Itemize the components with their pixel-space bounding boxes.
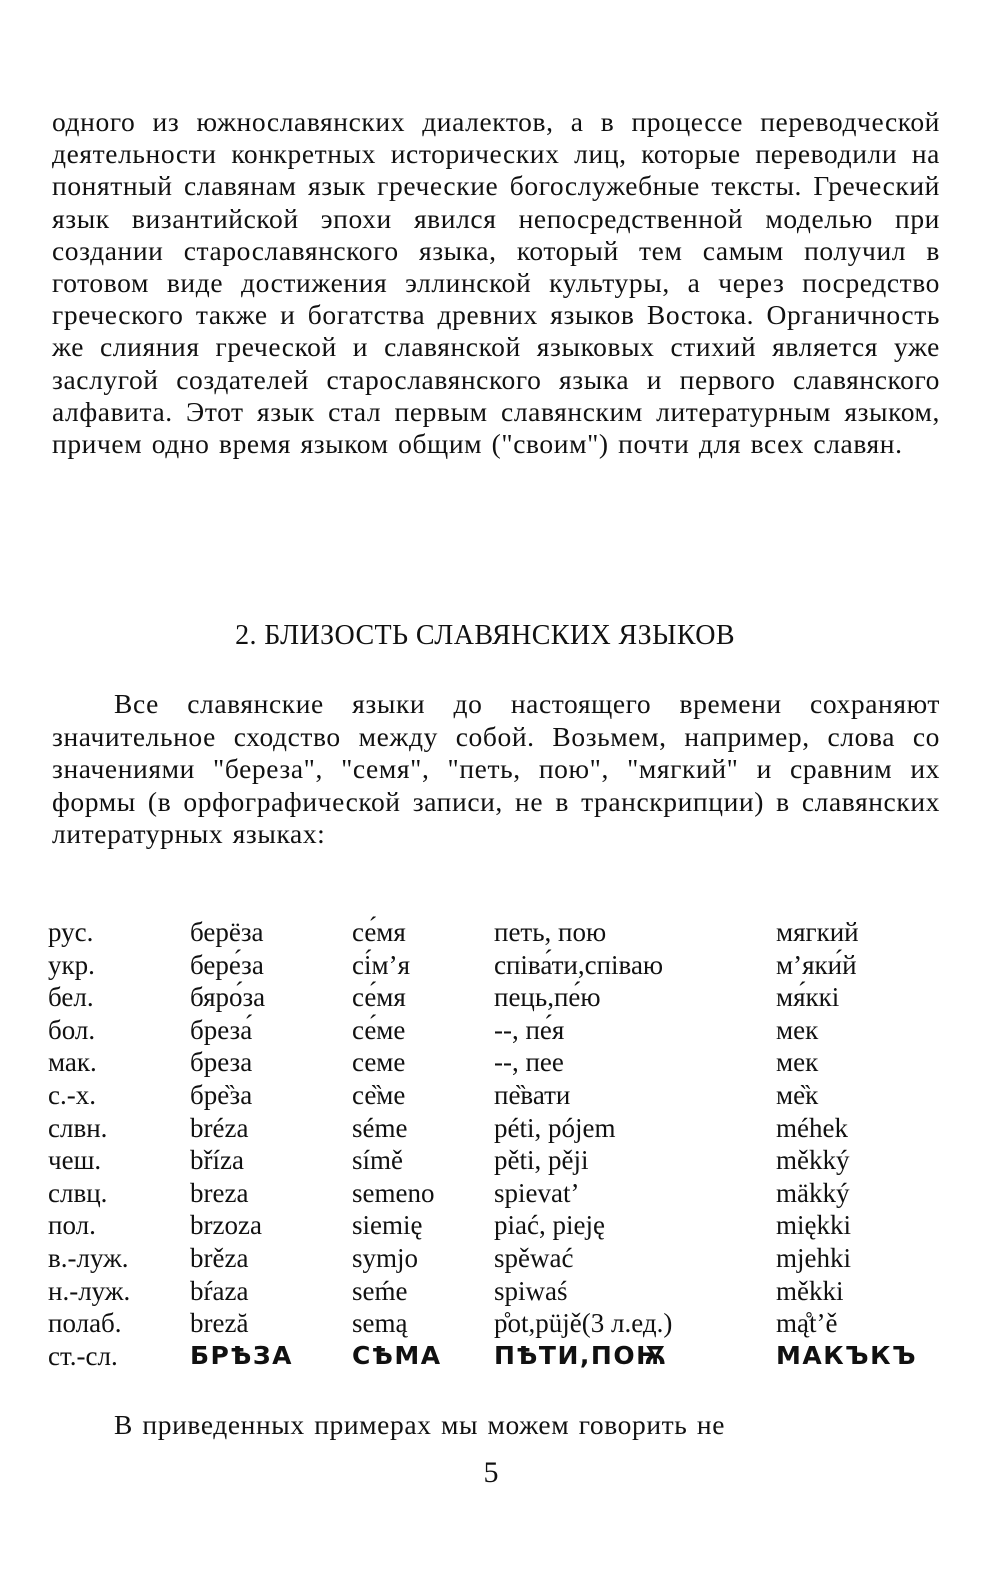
birch-word-cell: brzoza (190, 1210, 262, 1241)
language-cell: слвн. (48, 1112, 108, 1143)
birch-word-cell: бяро́за (190, 982, 266, 1013)
page-number-text: 5 (483, 1456, 499, 1489)
table-row (48, 1209, 956, 1242)
sing-word-cell: pěti, pěji (494, 1145, 589, 1176)
word-table-body (48, 916, 956, 1372)
paragraph-examples: В приведенных примерах мы можем говорить не (114, 1409, 726, 1440)
soft-word-cell: МАКЪКЪ (776, 1340, 918, 1370)
soft-word-cell: мя́ккі (776, 982, 840, 1013)
birch-word-cell: breza (190, 1177, 249, 1208)
soft-word-cell: ме̏к (776, 1079, 819, 1110)
soft-word-cell: měkki (776, 1275, 844, 1306)
sing-word-cell: співа́ти,співаю (494, 949, 664, 980)
seed-word-cell: siemię (352, 1210, 423, 1241)
sing-word-cell: --, пе́я (494, 1014, 565, 1045)
language-cell: ст.-сл. (48, 1340, 118, 1371)
sing-word-cell: ПѢТИ,ПОѬ (494, 1340, 669, 1370)
birch-word-cell: берёза (190, 917, 264, 947)
seed-word-cell: се̏ме (352, 1079, 406, 1110)
language-cell: рус. (48, 917, 94, 947)
language-cell: укр. (48, 949, 95, 980)
table-row (48, 1177, 956, 1210)
seed-word-cell: се́ме (352, 1014, 406, 1045)
birch-word-cell: бреза (190, 1047, 253, 1078)
section-heading-text: 2. БЛИЗОСТЬ СЛАВЯНСКИХ ЯЗЫКОВ (235, 620, 735, 651)
soft-word-cell: měkký (776, 1145, 850, 1176)
seed-word-cell: СѢМА (352, 1340, 442, 1370)
sing-word-cell: spěwać (494, 1242, 574, 1273)
seed-word-cell: semeno (352, 1177, 435, 1208)
sing-word-cell: пець,пе́ю (494, 982, 601, 1013)
birch-word-cell: brěza (190, 1242, 249, 1273)
language-cell: в.-луж. (48, 1242, 129, 1273)
language-cell: слвц. (48, 1177, 108, 1208)
table-row (48, 1242, 956, 1275)
sing-word-cell: spievat’ (494, 1177, 580, 1208)
section-heading (0, 620, 1000, 652)
birch-word-cell: breză (190, 1308, 249, 1339)
paragraph-slavic-similarity: Все славянские языки до настоящего времени сохраняют значительное сходство между собой. Возьмем, например, слова со значениями "береза", "семя", "петь, пою", "мягкий" и сравним их формы (в орфографической записи, не в транскрипции) в славянских литературных языках: (52, 688, 940, 850)
seed-word-cell: се́мя (352, 982, 406, 1013)
table-row (48, 1014, 956, 1047)
seed-word-cell: semą (352, 1308, 408, 1339)
soft-word-cell: mäkký (776, 1177, 850, 1208)
soft-word-cell: мек (776, 1047, 819, 1078)
paragraph-continuation: одного из южнославянских диалектов, а в процессе переводческой деятельности конкретных исторических лиц, которые переводили на понятный славянам язык греческие богослужебные тексты. Греческий язык византийской эпохи явился непосредственной моделью при создании старославянского языка, который тем самым получил в готовом виде достижения эллинской культуры, а через посредство греческого также и богатства древних языков Востока. Органичность же слияния греческой и славянской языковых стихий является уже заслугой создателей старославянского языка и первого славянского алфавита. Этот язык стал первым славянским литературным языком, причем одно время языком общим ("своим") почти для всех славян. (52, 106, 940, 460)
table-row (48, 1307, 956, 1340)
seed-word-cell: símě (352, 1145, 403, 1176)
table-row (48, 916, 956, 949)
birch-word-cell: bréza (190, 1112, 249, 1143)
language-cell: бол. (48, 1014, 96, 1045)
table-row (48, 1144, 956, 1177)
birch-word-cell: бреза́ (190, 1014, 253, 1045)
sing-word-cell: spiwaś (494, 1275, 568, 1306)
seed-word-cell: семе (352, 1047, 406, 1078)
language-cell: чеш. (48, 1145, 102, 1176)
sing-word-cell: пе̏вати (494, 1079, 571, 1110)
table-row (48, 1275, 956, 1308)
birch-word-cell: bŕaza (190, 1275, 249, 1306)
table-row (48, 1046, 956, 1079)
sing-word-cell: piać, pieję (494, 1210, 605, 1241)
sing-word-cell: --, пее (494, 1047, 564, 1078)
soft-word-cell: мягкий (776, 917, 859, 947)
soft-word-cell: mą̊t’ě (776, 1308, 838, 1339)
language-cell: пол. (48, 1210, 96, 1241)
language-cell: н.-луж. (48, 1275, 131, 1306)
seed-word-cell: сі́м’я (352, 949, 410, 980)
table-row (48, 1340, 956, 1373)
soft-word-cell: м’яки́й (776, 949, 857, 980)
table-row (48, 1079, 956, 1112)
sing-word-cell: péti, pójem (494, 1112, 616, 1143)
sing-word-cell: петь, пою (494, 917, 607, 947)
language-cell: с.-х. (48, 1079, 96, 1110)
seed-word-cell: séme (352, 1112, 408, 1143)
language-cell: полаб. (48, 1308, 122, 1339)
soft-word-cell: mjehki (776, 1242, 851, 1273)
birch-word-cell: БРѢЗА (190, 1340, 293, 1370)
soft-word-cell: miękki (776, 1210, 851, 1241)
seed-word-cell: се́мя (352, 917, 406, 947)
sing-word-cell: p̊ot,püjě(3 л.ед.) (494, 1308, 673, 1339)
language-cell: мак. (48, 1047, 97, 1078)
seed-word-cell: seḿe (352, 1275, 408, 1306)
word-comparison-table (48, 916, 956, 1372)
table-row (48, 949, 956, 982)
birch-word-cell: bříza (190, 1145, 244, 1176)
soft-word-cell: мек (776, 1014, 819, 1045)
table-row (48, 1112, 956, 1145)
seed-word-cell: symjo (352, 1242, 419, 1273)
table-row (48, 981, 956, 1014)
soft-word-cell: méhek (776, 1112, 848, 1143)
language-cell: бел. (48, 982, 94, 1013)
birch-word-cell: бре̏за (190, 1079, 253, 1110)
birch-word-cell: бере́за (190, 949, 264, 980)
page-number (0, 1456, 1000, 1490)
